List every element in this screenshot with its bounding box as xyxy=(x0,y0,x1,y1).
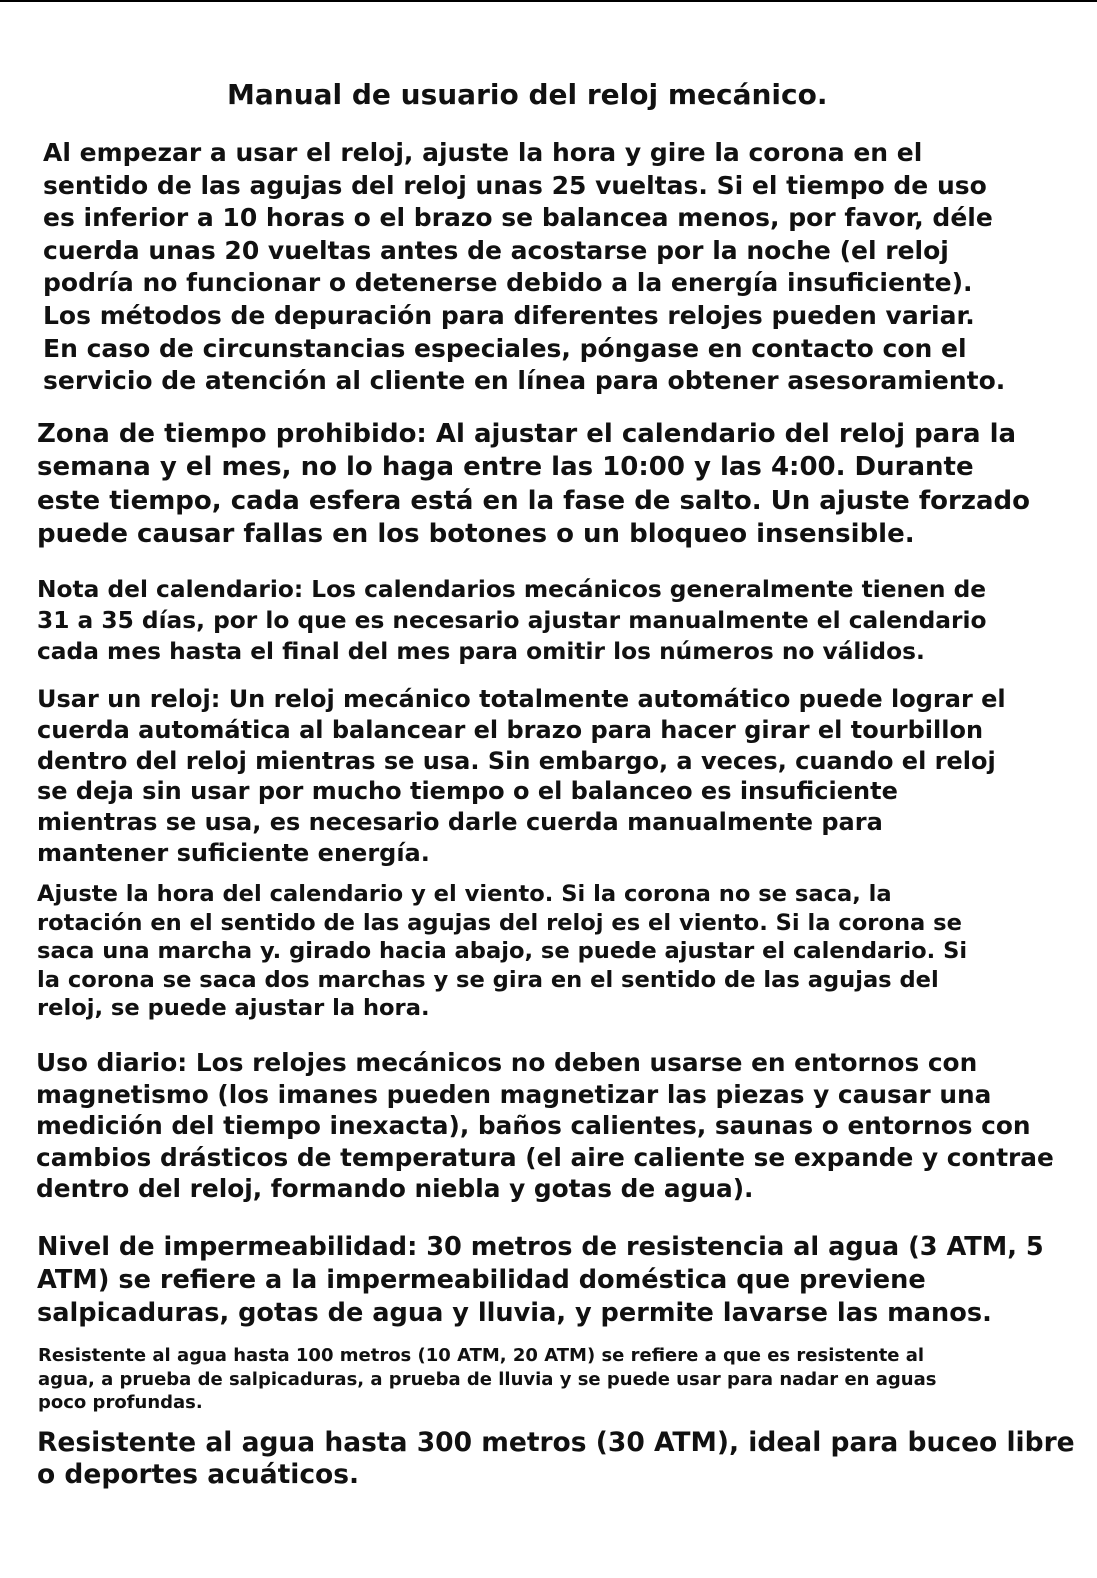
paragraph-line: sentido de las agujas del reloj unas 25 vueltas. Si el tiempo de uso xyxy=(43,170,987,200)
paragraph-line: saca una marcha y. girado hacia abajo, se puede ajustar el calendario. Si xyxy=(37,938,968,965)
paragraph-initial-use xyxy=(43,137,1005,398)
paragraph-set-time-and-wind xyxy=(37,880,967,1023)
paragraph-calendar-note xyxy=(37,574,987,667)
paragraph-line: Ajuste la hora del calendario y el viento. Si la corona no se saca, la xyxy=(37,881,892,907)
paragraph-line: cuerda unas 20 vueltas antes de acostarse por la noche (el reloj xyxy=(43,235,949,265)
paragraph-line: se deja sin usar por mucho tiempo o el balanceo es insuficiente xyxy=(37,777,898,806)
document-title: Manual de usuario del reloj mecánico. xyxy=(227,78,828,111)
paragraph-line: dentro del reloj, formando niebla y gotas de agua). xyxy=(36,1174,754,1203)
paragraph-line: poco profundas. xyxy=(38,1392,203,1413)
paragraph-line: semana y el mes, no lo haga entre las 10:00 y las 4:00. Durante xyxy=(37,452,974,483)
paragraph-line: puede causar fallas en los botones o un bloqueo insensible. xyxy=(37,518,915,549)
paragraph-water-resistance-100m xyxy=(38,1344,936,1415)
paragraph-line: Resistente al agua hasta 100 metros (10 ATM, 20 ATM) se refiere a que es resistente al xyxy=(38,1345,925,1366)
paragraph-line: servicio de atención al cliente en línea para obtener asesoramiento. xyxy=(43,366,1006,396)
paragraph-line: Nivel de impermeabilidad: 30 metros de resistencia al agua (3 ATM, 5 xyxy=(37,1232,1044,1262)
paragraph-line: En caso de circunstancias especiales, póngase en contacto con el xyxy=(43,333,967,363)
paragraph-water-resistance-30m xyxy=(37,1231,1044,1331)
paragraph-line: mantener suficiente energía. xyxy=(37,838,430,867)
paragraph-line: reloj, se puede ajustar la hora. xyxy=(37,995,430,1022)
paragraph-forbidden-time-zone xyxy=(37,418,1030,551)
paragraph-line: magnetismo (los imanes pueden magnetizar las piezas y causar una xyxy=(36,1079,992,1109)
paragraph-line: Uso diario: Los relojes mecánicos no deben usarse en entornos con xyxy=(36,1048,978,1077)
paragraph-daily-use xyxy=(36,1047,1054,1205)
paragraph-line: Usar un reloj: Un reloj mecánico totalmente automático puede lograr el xyxy=(37,685,1006,713)
paragraph-line: es inferior a 10 horas o el brazo se balancea menos, por favor, déle xyxy=(43,203,993,233)
paragraph-line: Zona de tiempo prohibido: Al ajustar el calendario del reloj para la xyxy=(37,419,1017,449)
paragraph-wearing-watch xyxy=(37,684,1006,869)
paragraph-line: este tiempo, cada esfera está en la fase de salto. Un ajuste forzado xyxy=(37,485,1031,516)
paragraph-line: Los métodos de depuración para diferentes relojes pueden variar. xyxy=(43,300,975,330)
paragraph-line: 31 a 35 días, por lo que es necesario ajustar manualmente el calendario xyxy=(37,607,987,634)
paragraph-line: salpicaduras, gotas de agua y lluvia, y permite lavarse las manos. xyxy=(37,1298,992,1329)
paragraph-line: dentro del reloj mientras se usa. Sin embargo, a veces, cuando el reloj xyxy=(37,746,996,775)
paragraph-line: cuerda automática al balancear el brazo para hacer girar el tourbillon xyxy=(37,715,984,744)
paragraph-line: Al empezar a usar el reloj, ajuste la hora y gire la corona en el xyxy=(43,138,923,167)
top-border-rule xyxy=(0,0,1097,2)
paragraph-line: ATM) se refiere a la impermeabilidad doméstica que previene xyxy=(37,1265,926,1296)
paragraph-line: cada mes hasta el final del mes para omitir los números no válidos. xyxy=(37,638,925,665)
paragraph-line: rotación en el sentido de las agujas del reloj es el viento. Si la corona se xyxy=(37,909,962,936)
paragraph-line: o deportes acuáticos. xyxy=(37,1459,360,1490)
paragraph-line: cambios drásticos de temperatura (el aire caliente se expande y contrae xyxy=(36,1142,1054,1172)
paragraph-line: Resistente al agua hasta 300 metros (30 ATM), ideal para buceo libre xyxy=(37,1427,1075,1458)
paragraph-line: Nota del calendario: Los calendarios mecánicos generalmente tienen de xyxy=(37,576,987,603)
paragraph-line: medición del tiempo inexacta), baños calientes, saunas o entornos con xyxy=(36,1111,1031,1140)
paragraph-line: mientras se usa, es necesario darle cuerda manualmente para xyxy=(37,808,883,837)
paragraph-line: agua, a prueba de salpicaduras, a prueba de lluvia y se puede usar para nadar en aguas xyxy=(38,1368,937,1390)
paragraph-water-resistance-300m xyxy=(37,1427,1075,1491)
paragraph-line: podría no funcionar o detenerse debido a la energía insuficiente). xyxy=(43,268,973,298)
paragraph-line: la corona se saca dos marchas y se gira en el sentido de las agujas del xyxy=(37,966,939,993)
